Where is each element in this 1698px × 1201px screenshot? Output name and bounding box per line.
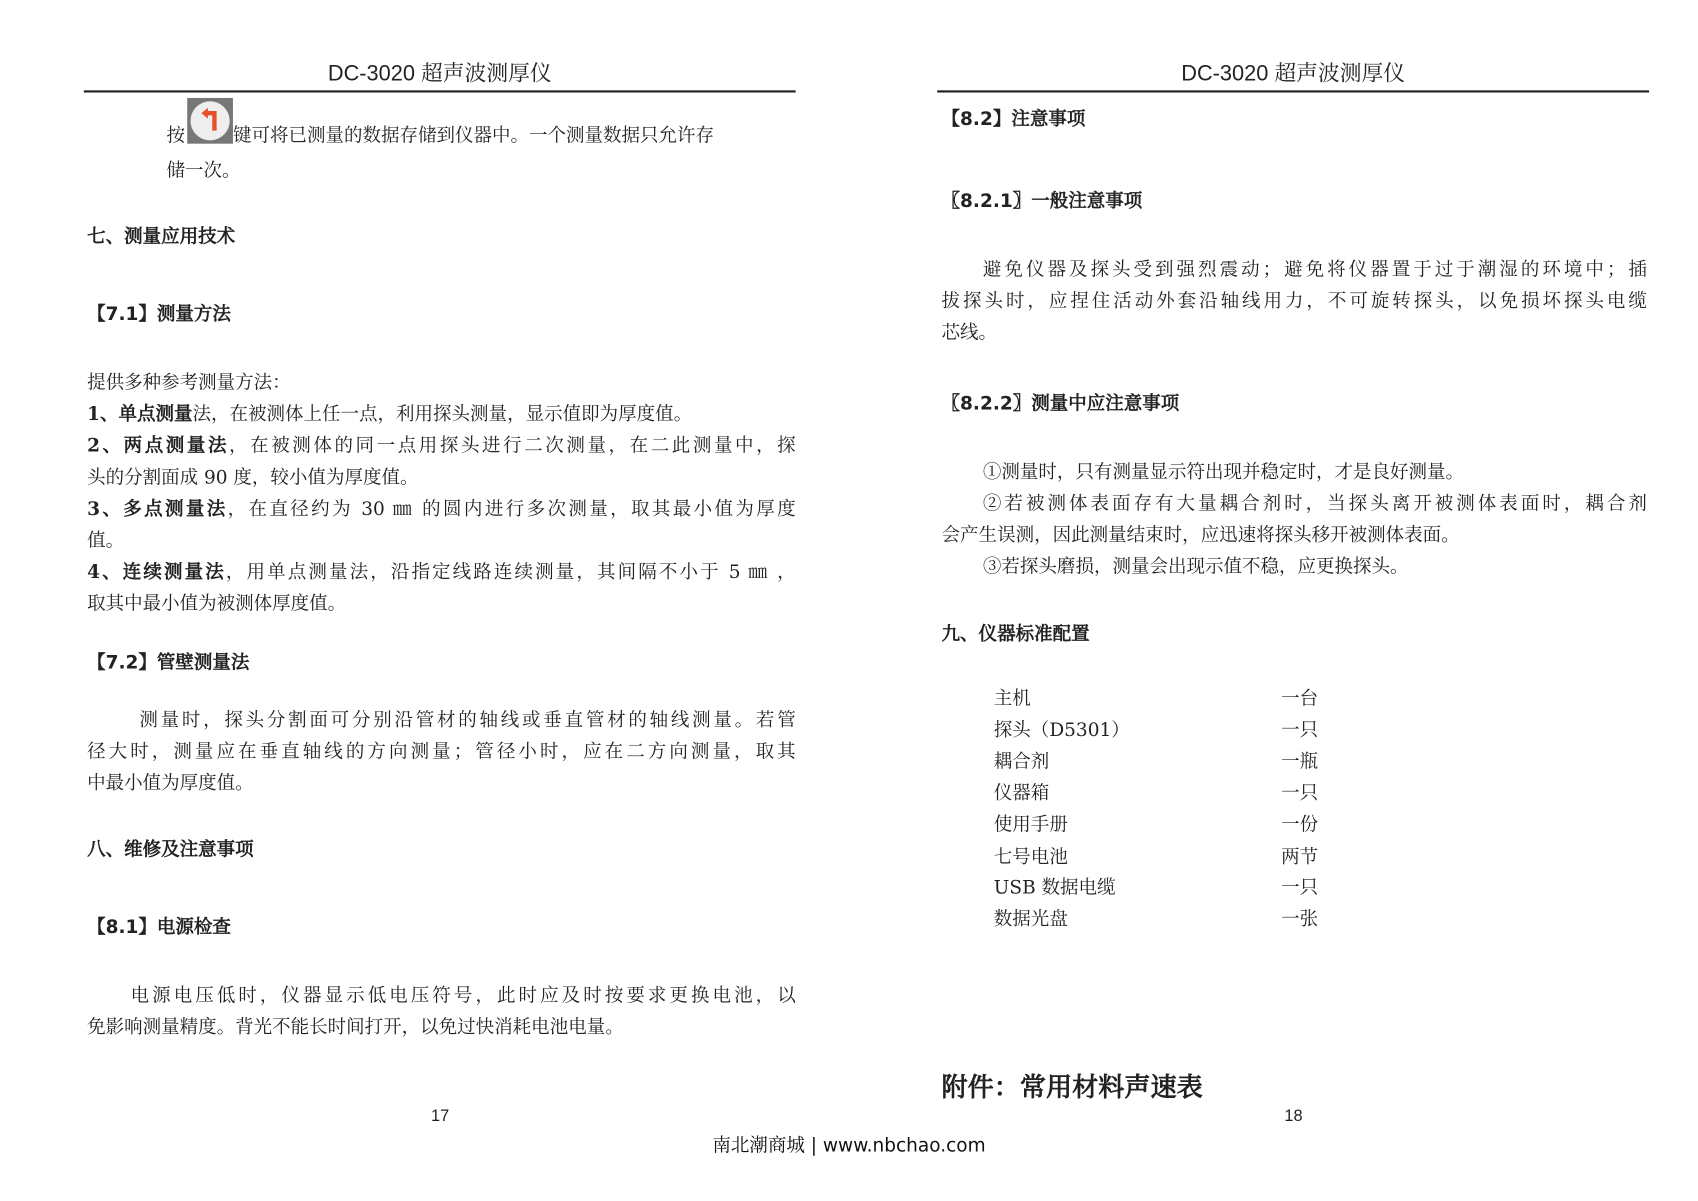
general-line-1: 避免仪器及探头受到强烈震动；避免将仪器置于过于潮湿的环境中；插: [982, 259, 1647, 281]
method-4-title: 4、连续测量法: [87, 561, 226, 584]
config-qty: 两节: [1281, 846, 1319, 869]
section-8-1-heading: 【8.1】电源检查: [87, 916, 231, 939]
method-4-text: ，用单点测量法，沿指定线路连续测量，其间隔不小于 5 ㎜ ，: [225, 561, 796, 584]
section-8-2-1-heading: 〖8.2.1〗一般注意事项: [941, 190, 1143, 213]
method-3-cont: 值。: [87, 530, 125, 552]
method-3-title: 3、多点测量法: [87, 498, 228, 521]
right-header-title: DC-3020 超声波测厚仪: [1181, 62, 1406, 86]
config-item: 使用手册: [993, 814, 1068, 836]
left-header-title: DC-3020 超声波测厚仪: [327, 62, 552, 86]
config-item: 耦合剂: [993, 751, 1050, 773]
section-7-heading: 七、测量应用技术: [87, 226, 236, 249]
config-qty: 一只: [1281, 719, 1319, 742]
method-1: [87, 399, 692, 431]
pipe-line-2: 径大时，测量应在垂直轴线的方向测量；管径小时，应在二方向测量，取其: [87, 741, 796, 764]
general-line-2: 拔探头时，应捏住活动外套沿轴线用力，不可旋转探头，以免损坏探头电缆: [941, 290, 1647, 313]
section-9-heading: 九、仪器标准配置: [941, 623, 1090, 646]
config-item: 探头（D5301）: [993, 719, 1130, 742]
method-3: [87, 494, 796, 526]
page-number-left: 17: [431, 1107, 450, 1126]
note-1: ①测量时，只有测量显示符出现并稳定时，才是良好测量。: [982, 461, 1465, 484]
config-item: 主机: [993, 687, 1031, 710]
intro-line2: 储一次。: [166, 160, 241, 182]
note-2-cont: 会产生误测，因此测量结束时，应迅速将探头移开被测体表面。: [941, 524, 1460, 547]
method-2-text: ，在被测体的同一点用探头进行二次测量，在二此测量中，探: [229, 435, 796, 458]
general-line-3: 芯线。: [941, 322, 998, 344]
power-line-1: 电源电压低时，仪器显示低电压符号，此时应及时按要求更换电池，以: [130, 985, 796, 1007]
section-7-1-heading: 【7.1】测量方法: [87, 303, 231, 326]
section-8-2-heading: 【8.2】注意事项: [941, 108, 1086, 131]
method-2-title: 2、两点测量法: [87, 435, 230, 458]
power-line-2: 免影响测量精度。背光不能长时间打开，以免过快消耗电池电量。: [87, 1016, 624, 1039]
config-qty: 一瓶: [1281, 751, 1319, 773]
config-qty: 一只: [1281, 782, 1319, 805]
left-header-rule: [84, 90, 796, 92]
config-item: 七号电池: [993, 846, 1068, 869]
method-1-title: 1、单点测量: [87, 403, 193, 426]
right-header-rule: [937, 90, 1649, 92]
footer-site: 南北潮商城 | www.nbchao.com: [712, 1135, 986, 1158]
page-number-right: 18: [1284, 1107, 1303, 1126]
config-item: 数据光盘: [993, 908, 1068, 931]
intro-post: 键可将已测量的数据存储到仪器中。一个测量数据只允许存: [232, 125, 715, 147]
method-3-text: ，在直径约为 30 ㎜ 的圆内进行多次测量，取其最小值为厚度: [227, 498, 796, 521]
note-2: ②若被测体表面存有大量耦合剂时，当探头离开被测体表面时，耦合剂: [982, 493, 1647, 515]
pipe-line-3: 中最小值为厚度值。: [87, 772, 254, 795]
pipe-line-1: 测量时，探头分割面可分别沿管材的轴线或垂直管材的轴线测量。若管: [139, 709, 796, 732]
method-1-text: 法，在被测体上任一点，利用探头测量，显示值即为厚度值。: [192, 403, 693, 426]
config-qty: 一台: [1281, 687, 1319, 710]
method-2: [87, 431, 796, 463]
intro-pre: 按: [166, 125, 186, 147]
method-2-cont: 头的分割面成 90 度，较小值为厚度值。: [87, 466, 419, 489]
method-4-cont: 取其中最小值为被测体厚度值。: [87, 593, 347, 616]
section-7-2-heading: 【7.2】管壁测量法: [87, 652, 250, 674]
appendix-heading: 附件：常用材料声速表: [941, 1072, 1203, 1103]
section-8-2-2-heading: 〖8.2.2〗测量中应注意事项: [941, 392, 1180, 415]
config-item: USB 数据电缆: [993, 877, 1116, 900]
config-qty: 一张: [1281, 908, 1319, 931]
config-qty: 一只: [1281, 877, 1319, 900]
method-4: [87, 557, 796, 589]
note-3: ③若探头磨损，测量会出现示值不稳，应更换探头。: [982, 556, 1409, 578]
return-key-icon: [187, 98, 233, 144]
config-qty: 一份: [1281, 814, 1319, 836]
section-8-heading: 八、维修及注意事项: [87, 839, 254, 862]
config-item: 仪器箱: [993, 782, 1050, 805]
methods-intro: 提供多种参考测量方法：: [87, 372, 291, 395]
